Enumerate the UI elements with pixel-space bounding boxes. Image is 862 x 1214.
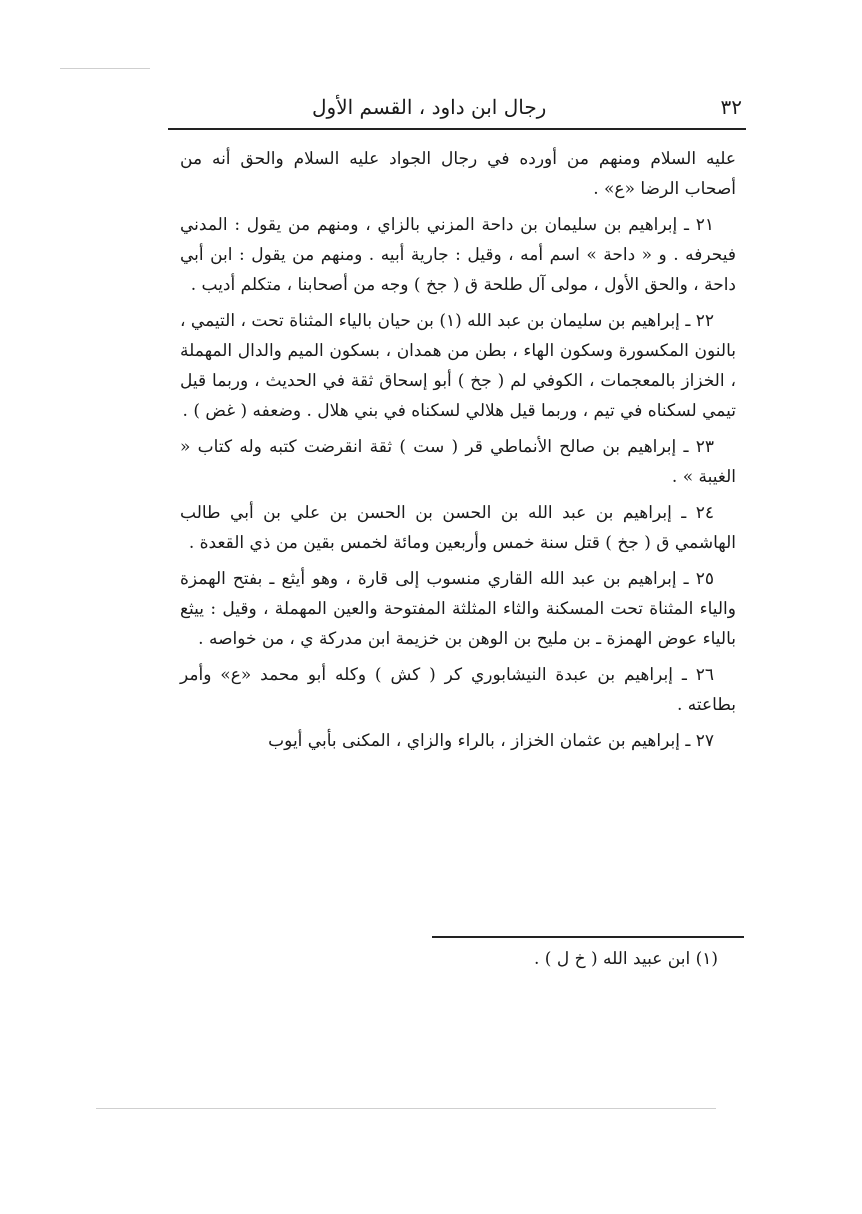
entry-25: ٢٥ ـ إبراهيم بن عبد الله القاري منسوب إلى قارة ، وهو أيثع ـ بفتح الهمزة والياء المثناة تحت المسكنة والثاء المثلثة المفتوحة والعين المهملة ، وقيل : ييثع بالياء عوض الهمزة ـ بن مليح بن الوهن بن خزيمة ابن مدركة ي ، من خواصه . (180, 569, 736, 649)
body-text (180, 144, 736, 762)
running-title: رجال ابن داود ، القسم الأول (312, 95, 547, 119)
paragraph-continuation: عليه السلام ومنهم من أورده في رجال الجواد عليه السلام والحق أنه من أصحاب الرضا «ع» . (180, 149, 736, 199)
entry-27: ٢٧ ـ إبراهيم بن عثمان الخزاز ، بالراء والزاي ، المكنى بأبي أيوب (268, 731, 714, 751)
entry-26: ٢٦ ـ إبراهيم بن عبدة النيشابوري كر ( كش ) وكله أبو محمد «ع» وأمر بطاعته . (180, 665, 736, 715)
entry-21: ٢١ ـ إبراهيم بن سليمان بن داحة المزني بالزاي ، ومنهم من يقول : المدني فيحرفه . و « داحة » اسم أمه ، وقيل : جارية أبيه . ومنهم من يقول : ابن أبي داحة ، والحق الأول ، مولى آل طلحة ق ( جخ ) وجه من أصحابنا ، متكلم أديب . (180, 215, 736, 295)
running-header (172, 90, 742, 124)
footnote: (١) ابن عبيد الله ( خ ل ) . (533, 949, 718, 969)
page-number: ٣٢ (720, 95, 742, 119)
scan-mark (60, 68, 150, 69)
header-rule (168, 128, 746, 130)
entry-23: ٢٣ ـ إبراهيم بن صالح الأنماطي قر ( ست ) ثقة انقرضت كتبه وله كتاب « الغيبة » . (180, 437, 736, 487)
entry-22: ٢٢ ـ إبراهيم بن سليمان بن عبد الله (١) بن حيان بالياء المثناة تحت ، التيمي ، بالنون المكسورة وسكون الهاء ، بطن من همدان ، بسكون الميم والدال المهملة ، الخزاز بالمعجمات ، الكوفي لم ( جخ ) أبو إسحاق ثقة في الحديث ، وربما قيل تيمي لسكناه في تيم ، وربما قيل هلالي لسكناه في بني هلال . وضعفه ( غض ) . (180, 311, 736, 421)
footnote-rule (432, 936, 744, 938)
entry-24: ٢٤ ـ إبراهيم بن عبد الله بن الحسن بن الحسن بن علي بن أبي طالب الهاشمي ق ( جخ ) قتل سنة خمس وأربعين ومائة لخمس بقين من ذي القعدة . (180, 503, 736, 553)
scan-mark (96, 1108, 716, 1109)
